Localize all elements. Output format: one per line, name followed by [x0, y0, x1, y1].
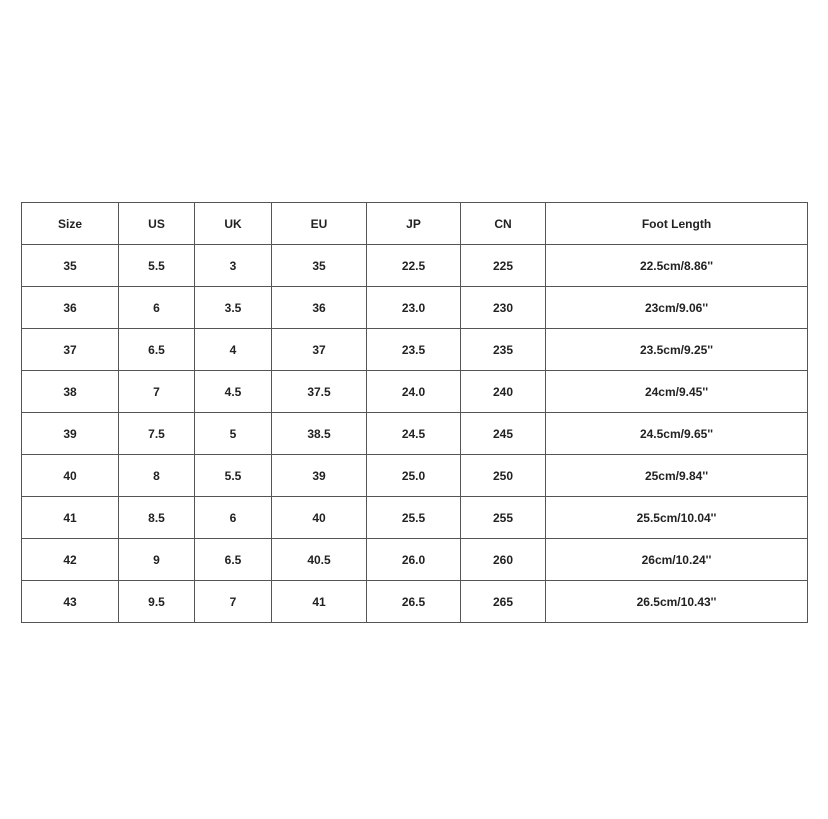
cell-jp: 25.0 — [367, 455, 461, 497]
cell-us: 7 — [119, 371, 195, 413]
cell-size: 41 — [22, 497, 119, 539]
cell-jp: 23.0 — [367, 287, 461, 329]
header-uk: UK — [195, 203, 272, 245]
cell-eu: 37 — [272, 329, 367, 371]
cell-jp: 26.5 — [367, 581, 461, 623]
cell-us: 8 — [119, 455, 195, 497]
cell-uk: 6.5 — [195, 539, 272, 581]
cell-jp: 22.5 — [367, 245, 461, 287]
cell-jp: 26.0 — [367, 539, 461, 581]
cell-uk: 5.5 — [195, 455, 272, 497]
cell-size: 42 — [22, 539, 119, 581]
size-chart-table — [21, 202, 808, 623]
cell-size: 40 — [22, 455, 119, 497]
table-row — [22, 455, 808, 497]
cell-foot-length: 25cm/9.84'' — [546, 455, 808, 497]
cell-jp: 24.0 — [367, 371, 461, 413]
cell-uk: 7 — [195, 581, 272, 623]
cell-foot-length: 22.5cm/8.86'' — [546, 245, 808, 287]
cell-size: 39 — [22, 413, 119, 455]
cell-us: 7.5 — [119, 413, 195, 455]
cell-foot-length: 24.5cm/9.65'' — [546, 413, 808, 455]
cell-cn: 240 — [461, 371, 546, 413]
cell-us: 5.5 — [119, 245, 195, 287]
cell-eu: 36 — [272, 287, 367, 329]
cell-size: 43 — [22, 581, 119, 623]
cell-eu: 35 — [272, 245, 367, 287]
cell-eu: 40.5 — [272, 539, 367, 581]
cell-size: 37 — [22, 329, 119, 371]
cell-foot-length: 24cm/9.45'' — [546, 371, 808, 413]
cell-uk: 4 — [195, 329, 272, 371]
cell-eu: 37.5 — [272, 371, 367, 413]
cell-jp: 24.5 — [367, 413, 461, 455]
cell-cn: 260 — [461, 539, 546, 581]
cell-uk: 3 — [195, 245, 272, 287]
cell-uk: 4.5 — [195, 371, 272, 413]
cell-foot-length: 23.5cm/9.25'' — [546, 329, 808, 371]
table-row — [22, 497, 808, 539]
table-header-row — [22, 203, 808, 245]
cell-uk: 5 — [195, 413, 272, 455]
cell-eu: 38.5 — [272, 413, 367, 455]
cell-size: 35 — [22, 245, 119, 287]
cell-jp: 25.5 — [367, 497, 461, 539]
header-us: US — [119, 203, 195, 245]
cell-uk: 6 — [195, 497, 272, 539]
header-cn: CN — [461, 203, 546, 245]
cell-cn: 235 — [461, 329, 546, 371]
cell-us: 9 — [119, 539, 195, 581]
header-size: Size — [22, 203, 119, 245]
cell-uk: 3.5 — [195, 287, 272, 329]
cell-size: 38 — [22, 371, 119, 413]
cell-foot-length: 23cm/9.06'' — [546, 287, 808, 329]
table-row — [22, 539, 808, 581]
cell-us: 6.5 — [119, 329, 195, 371]
header-eu: EU — [272, 203, 367, 245]
table-row — [22, 581, 808, 623]
cell-foot-length: 25.5cm/10.04'' — [546, 497, 808, 539]
cell-cn: 265 — [461, 581, 546, 623]
cell-cn: 230 — [461, 287, 546, 329]
cell-cn: 255 — [461, 497, 546, 539]
cell-cn: 245 — [461, 413, 546, 455]
cell-foot-length: 26cm/10.24'' — [546, 539, 808, 581]
table-row — [22, 371, 808, 413]
cell-cn: 225 — [461, 245, 546, 287]
table-row — [22, 245, 808, 287]
cell-size: 36 — [22, 287, 119, 329]
header-jp: JP — [367, 203, 461, 245]
cell-cn: 250 — [461, 455, 546, 497]
cell-foot-length: 26.5cm/10.43'' — [546, 581, 808, 623]
header-foot-length: Foot Length — [546, 203, 808, 245]
cell-us: 6 — [119, 287, 195, 329]
cell-eu: 39 — [272, 455, 367, 497]
cell-us: 8.5 — [119, 497, 195, 539]
cell-eu: 41 — [272, 581, 367, 623]
table-row — [22, 287, 808, 329]
table-row — [22, 413, 808, 455]
cell-jp: 23.5 — [367, 329, 461, 371]
cell-eu: 40 — [272, 497, 367, 539]
cell-us: 9.5 — [119, 581, 195, 623]
table-row — [22, 329, 808, 371]
